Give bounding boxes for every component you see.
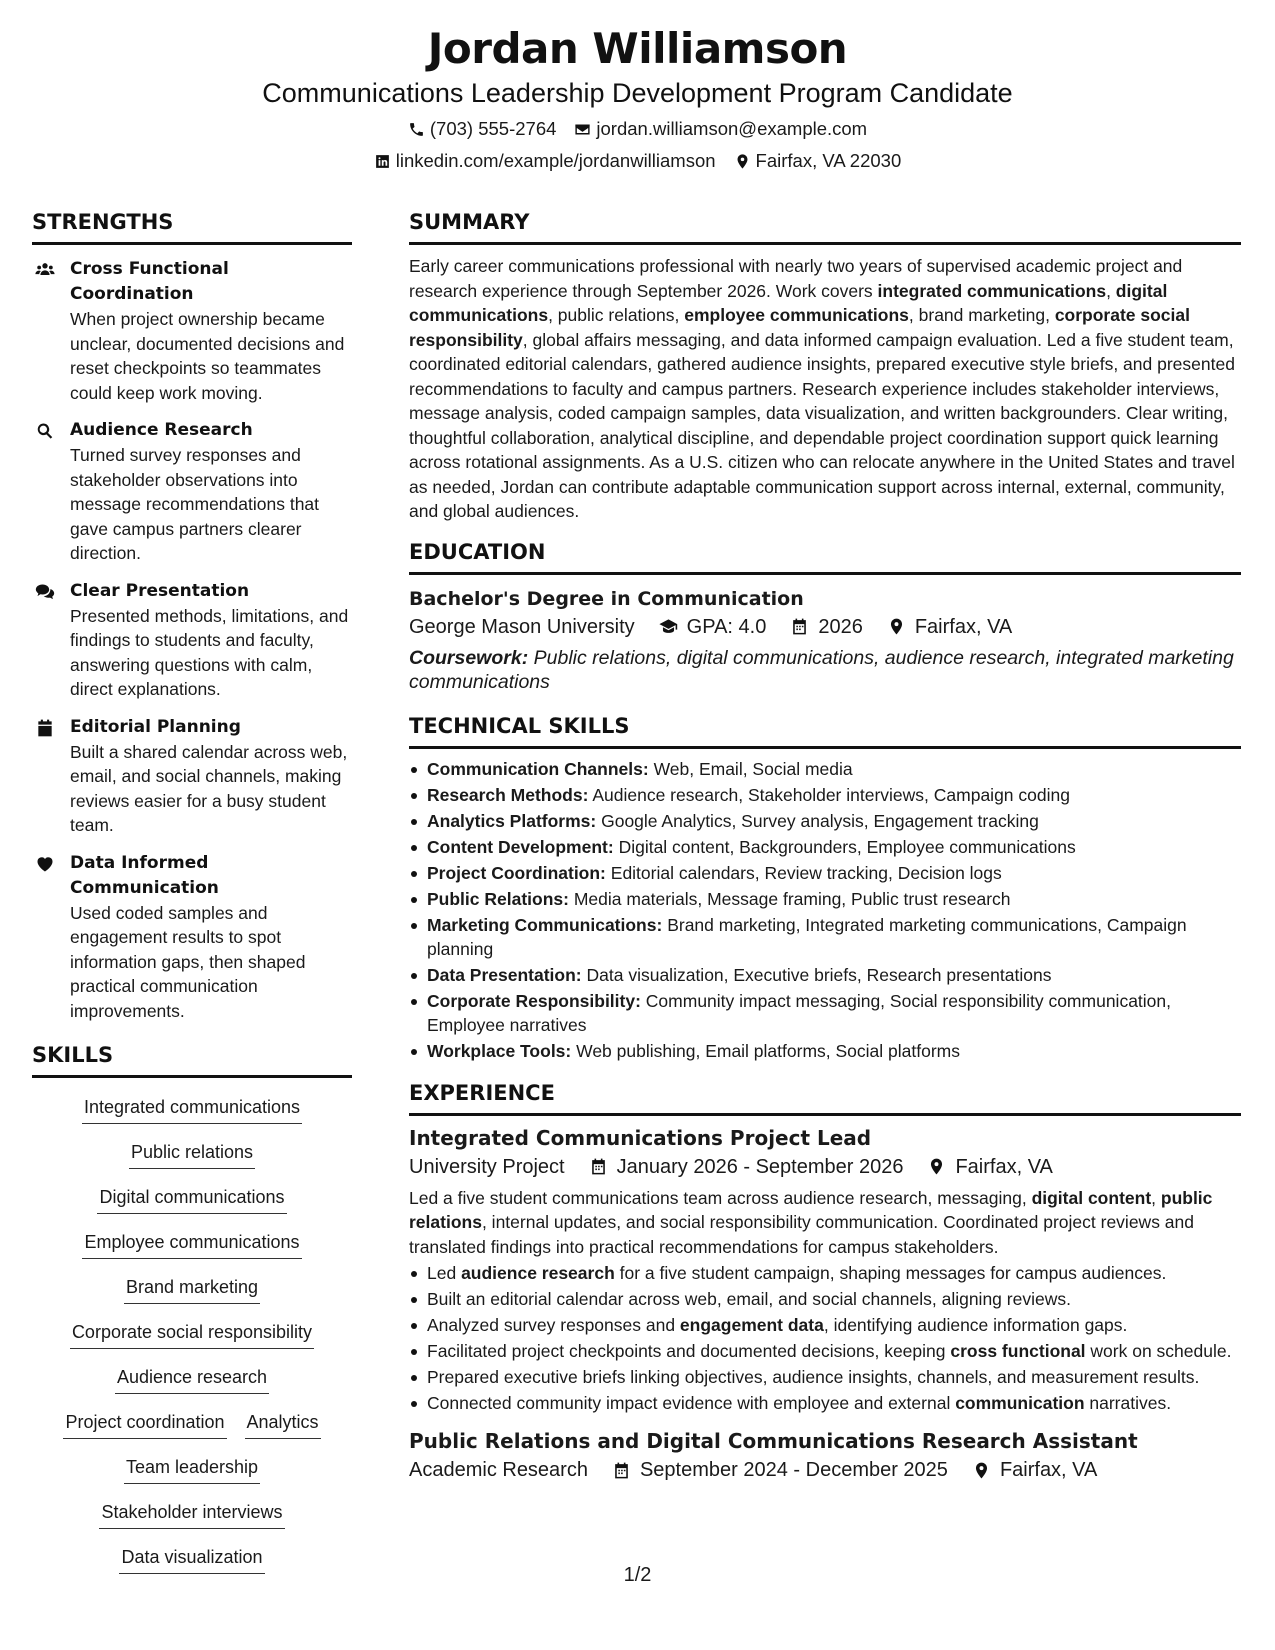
list-item: Analytics Platforms: Google Analytics, Survey analysis, Engagement tracking [409,809,1241,833]
technical-skills-section [409,712,1241,1063]
job-meta [409,1455,1241,1485]
list-item: Analyzed survey responses and engagement data, identifying audience information gaps. [409,1313,1241,1337]
job-location: Fairfax, VA [999,1459,1098,1481]
graduation-year: 2026 [818,615,863,638]
job-description: Led a five student communications team across audience research, messaging, digital content, public relations, internal updates, and social responsibility communication. Coordinated project reviews and translated findings into practical recommendations for campus stakeholders. [409,1187,1213,1257]
skill-tag: Analytics [245,1409,321,1439]
strength-title: Data Informed Communication [70,852,219,898]
strength-item [32,418,352,566]
strength-item [32,715,352,838]
linkedin-text[interactable]: linkedin.com/example/jordanwilliamson [395,150,716,171]
strengths-heading: STRENGTHS [32,208,352,245]
technical-skills-list [409,757,1241,1063]
map-pin-icon [887,617,906,636]
technical-skills-heading: TECHNICAL SKILLS [409,712,1241,749]
gpa: GPA: 4.0 [686,615,767,638]
search-icon [35,421,55,441]
education-section [409,538,1241,694]
calendar-icon [589,1157,608,1176]
summary-heading: SUMMARY [409,208,1241,245]
candidate-name: Jordan Williamson [427,24,848,73]
degree-title: Bachelor's Degree in Communication [409,587,804,610]
strength-title: Editorial Planning [70,716,241,737]
strength-desc: Presented methods, limitations, and findings to students and faculty, answering questions with calm, direct explanations. [70,605,349,699]
map-pin-icon [734,153,751,170]
phone-icon [408,121,425,138]
list-item: Project Coordination: Editorial calendars, Review tracking, Decision logs [409,861,1241,885]
page-number: 1/2 [623,1564,652,1586]
skill-tag: Brand marketing [124,1274,260,1304]
strength-title: Audience Research [70,420,253,440]
skill-tag: Project coordination [63,1409,226,1439]
list-item: Prepared executive briefs linking objectives, audience insights, channels, and measurement results. [409,1365,1241,1389]
education-meta [409,612,1241,642]
list-item: Led audience research for a five student campaign, shaping messages for campus audiences. [409,1261,1241,1285]
list-item: Public Relations: Media materials, Message framing, Public trust research [409,887,1241,911]
experience-section [409,1079,1241,1486]
skill-tag: Integrated communications [82,1094,302,1124]
list-item: Built an editorial calendar across web, email, and social channels, aligning reviews. [409,1287,1241,1311]
contact-row-2 [0,146,1275,176]
calendar-icon [35,718,55,738]
strength-item [32,579,352,702]
location-text: Fairfax, VA 22030 [755,150,902,171]
job-org: Academic Research [409,1459,588,1481]
strength-item [32,257,352,405]
list-item: Marketing Communications: Brand marketing, Integrated marketing communications, Campaign planning [409,913,1241,961]
skill-tags [32,1094,352,1589]
phone-text: (703) 555-2764 [429,118,557,139]
map-pin-icon [972,1461,991,1480]
calendar-icon [790,617,809,636]
school-name: George Mason University [409,615,635,638]
location-contact [734,146,902,176]
comments-icon [35,582,55,602]
calendar-icon [612,1461,631,1480]
strength-desc: When project ownership became unclear, documented decisions and reset checkpoints so teammates could keep work moving. [70,309,345,403]
experience-heading: EXPERIENCE [409,1079,1241,1116]
job-location: Fairfax, VA [955,1155,1053,1178]
strength-title: Clear Presentation [70,580,250,601]
job-dates: September 2024 - December 2025 [639,1459,948,1481]
heart-icon [35,854,55,874]
job-dates: January 2026 - September 2026 [616,1155,904,1178]
education-location: Fairfax, VA [914,615,1013,638]
linkedin-icon [374,153,391,170]
skill-tag: Audience research [115,1364,269,1394]
list-item: Data Presentation: Data visualization, Executive briefs, Research presentations [409,963,1241,987]
coursework: Coursework: Public relations, digital communications, audience research, integrated marketing communications [409,646,1234,693]
email-text[interactable]: jordan.williamson@example.com [596,118,868,139]
list-item: Content Development: Digital content, Backgrounders, Employee communications [409,835,1241,859]
list-item: Facilitated project checkpoints and documented decisions, keeping cross functional work on schedule. [409,1339,1241,1363]
list-item: Connected community impact evidence with employee and external communication narratives. [409,1391,1241,1415]
map-pin-icon [927,1157,946,1176]
job-bullets [409,1261,1241,1415]
contact-row-1 [0,114,1275,144]
strength-item [32,851,352,1024]
job-title: Public Relations and Digital Communications Research Assistant [409,1429,1138,1453]
right-column [409,208,1241,1485]
strengths-list [32,257,352,1023]
candidate-headline: Communications Leadership Development Program Candidate [262,78,1013,108]
users-icon [35,260,55,280]
list-item: Corporate Responsibility: Community impact messaging, Social responsibility communication, Employee narratives [409,989,1241,1037]
list-item: Workplace Tools: Web publishing, Email platforms, Social platforms [409,1039,1241,1063]
email-contact[interactable] [574,114,867,144]
skill-tag: Corporate social responsibility [70,1319,314,1349]
strength-desc: Turned survey responses and stakeholder observations into message recommendations that gave campus partners clearer direction. [70,445,320,563]
job-org: University Project [409,1155,565,1178]
left-column [32,208,352,1589]
list-item: Communication Channels: Web, Email, Social media [409,757,1241,781]
skills-heading: SKILLS [32,1041,352,1078]
linkedin-contact[interactable] [374,146,716,176]
education-heading: EDUCATION [409,538,1241,575]
skill-tag: Data visualization [119,1544,264,1574]
job-title: Integrated Communications Project Lead [409,1125,872,1150]
summary-text: Early career communications professional with nearly two years of supervised academic project and research experience through September 2026. Work covers integrated communications, digital communications, public relations, employee communications, brand marketing, corporate social responsibility, global affairs messaging, and data informed campaign evaluation. Led a five student team, coordinated editorial calendars, gathered audience insights, prepared executive style briefs, and presented recommendations to faculty and campus partners. Research experience includes stakeholder interviews, message analysis, coded campaign samples, data visualization, and written backgrounders. Clear writing, thoughtful collaboration, analytical discipline, and dependable project coordination support quick learning across rotational assignments. As a U.S. citizen who can relocate anywhere in the United States and travel as needed, Jordan can contribute adaptable communication support across internal, external, community, and global audiences. [409,256,1235,521]
skill-tag: Digital communications [97,1184,286,1214]
skill-tag: Public relations [129,1139,255,1169]
phone-contact [408,114,557,144]
skill-tag: Team leadership [124,1454,260,1484]
strength-desc: Built a shared calendar across web, email, and social channels, making reviews easier for a busy student team. [70,741,348,835]
strength-desc: Used coded samples and engagement results to spot information gaps, then shaped practical communication improvements. [70,902,306,1021]
graduation-cap-icon [659,617,678,636]
job-meta [409,1152,1241,1182]
skills-section [32,1041,352,1589]
resume-header [0,22,1275,176]
list-item: Research Methods: Audience research, Stakeholder interviews, Campaign coding [409,783,1241,807]
strength-title: Cross Functional Coordination [70,259,229,304]
skill-tag: Employee communications [82,1229,301,1259]
envelope-icon [574,121,591,138]
skill-tag: Stakeholder interviews [99,1499,284,1529]
